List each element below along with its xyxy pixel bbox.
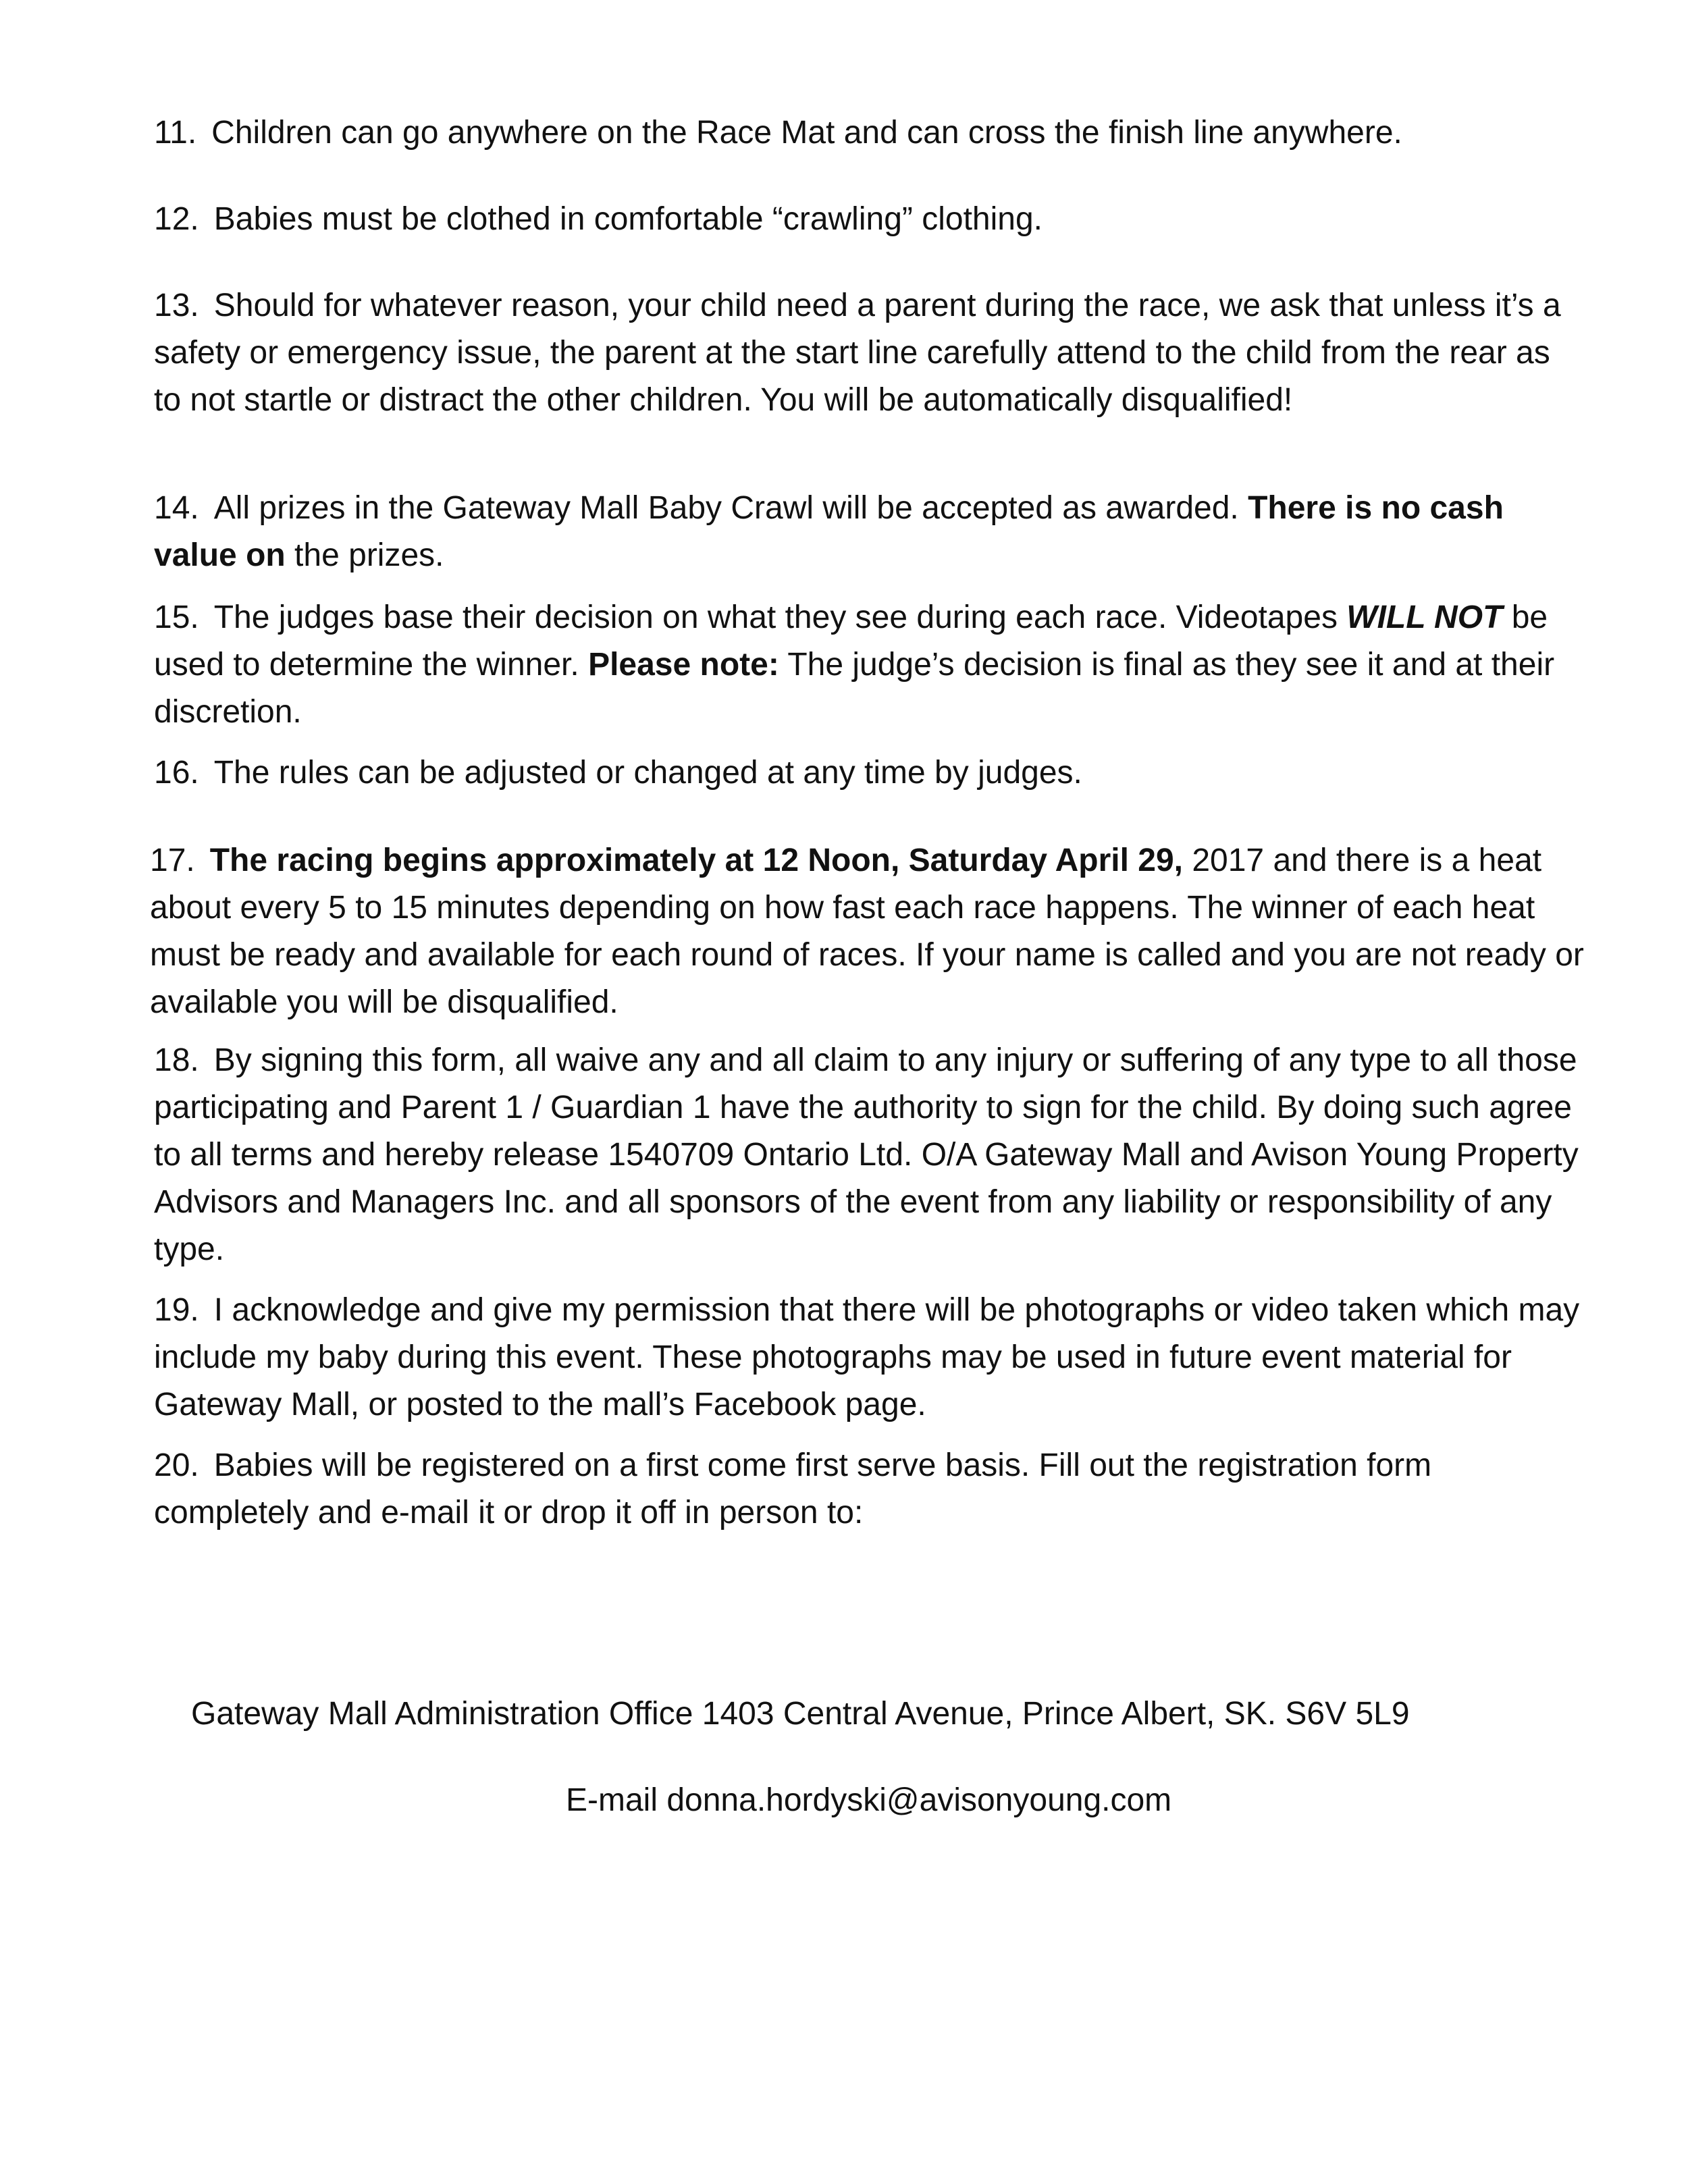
rule-17 xyxy=(150,837,1595,1026)
rule-text: I acknowledge and give my permission that there will be photographs or video taken which may include my baby during this event. These photographs may be used in future event material for Gateway Mall, or posted to the mall’s Facebook page. xyxy=(154,1292,1580,1422)
footer-email: E-mail donna.hordyski@avisonyoung.com xyxy=(566,1782,1172,1818)
rule-text-bold: Please note: xyxy=(588,647,779,683)
rule-text: All prizes in the Gateway Mall Baby Crawl will be accepted as awarded. xyxy=(213,490,1248,526)
rule-number: 11. xyxy=(154,115,197,151)
rule-number: 17. xyxy=(150,843,195,878)
footer-address: Gateway Mall Administration Office 1403 Central Avenue, Prince Albert, SK. S6V 5L9 xyxy=(191,1696,1410,1732)
rule-number: 12. xyxy=(154,201,199,237)
rule-15 xyxy=(154,594,1585,736)
rule-18 xyxy=(154,1037,1585,1273)
rule-text-bold-italic: WILL NOT xyxy=(1346,600,1503,635)
rule-text-bold: The racing begins approximately at 12 Noon, Saturday April 29, xyxy=(209,843,1183,878)
rule-number: 20. xyxy=(154,1447,199,1483)
rule-13 xyxy=(154,282,1585,424)
rule-text: The rules can be adjusted or changed at any time by judges. xyxy=(213,755,1082,791)
rule-text: Children can go anywhere on the Race Mat and can cross the finish line anywhere. xyxy=(211,115,1402,151)
rule-number: 18. xyxy=(154,1042,199,1078)
rule-12 xyxy=(154,196,1585,243)
rule-19 xyxy=(154,1287,1585,1429)
rule-text: The judge’s decision is final as they see it and at their discretion. xyxy=(154,647,1555,730)
rule-11 xyxy=(154,109,1585,157)
rule-text: Babies must be clothed in comfortable “crawling” clothing. xyxy=(213,201,1043,237)
rule-text: By signing this form, all waive any and all claim to any injury or suffering of any type to all those participating and Parent 1 / Guardian 1 have the authority to sign for the child. By doing such agree to all terms and hereby release 1540709 Ontario Ltd. O/A Gateway Mall and Avison Young Property Advisors and Managers Inc. and all sponsors of the event from any liability or responsibility of any type. xyxy=(154,1042,1579,1267)
rule-14 xyxy=(154,485,1585,579)
rule-text: Babies will be registered on a first come first serve basis. Fill out the registration form completely and e-mail it or drop it off in person to: xyxy=(154,1447,1432,1530)
rule-16 xyxy=(154,749,1585,797)
rule-number: 14. xyxy=(154,490,199,526)
rule-text: The judges base their decision on what they see during each race. Videotapes xyxy=(213,600,1347,635)
rule-text: the prizes. xyxy=(285,537,444,573)
rule-number: 16. xyxy=(154,755,199,791)
rule-number: 19. xyxy=(154,1292,199,1328)
rule-text-bold: There is no cash value on xyxy=(154,490,1504,573)
rule-number: 15. xyxy=(154,600,199,635)
rule-number: 13. xyxy=(154,288,199,323)
rule-20 xyxy=(154,1442,1585,1537)
rule-text: 2017 and there is a heat about every 5 to 15 minutes depending on how fast each race happens. The winner of each heat must be ready and available for each round of races. If your name is called and you are not ready or available you will be disqualified. xyxy=(150,843,1584,1020)
rule-text: Should for whatever reason, your child need a parent during the race, we ask that unless it’s a safety or emergency issue, the parent at the start line carefully attend to the child from the rear as to not startle or distract the other children. You will be automatically disqualified! xyxy=(154,288,1561,418)
rule-text: be used to determine the winner. xyxy=(154,600,1548,683)
